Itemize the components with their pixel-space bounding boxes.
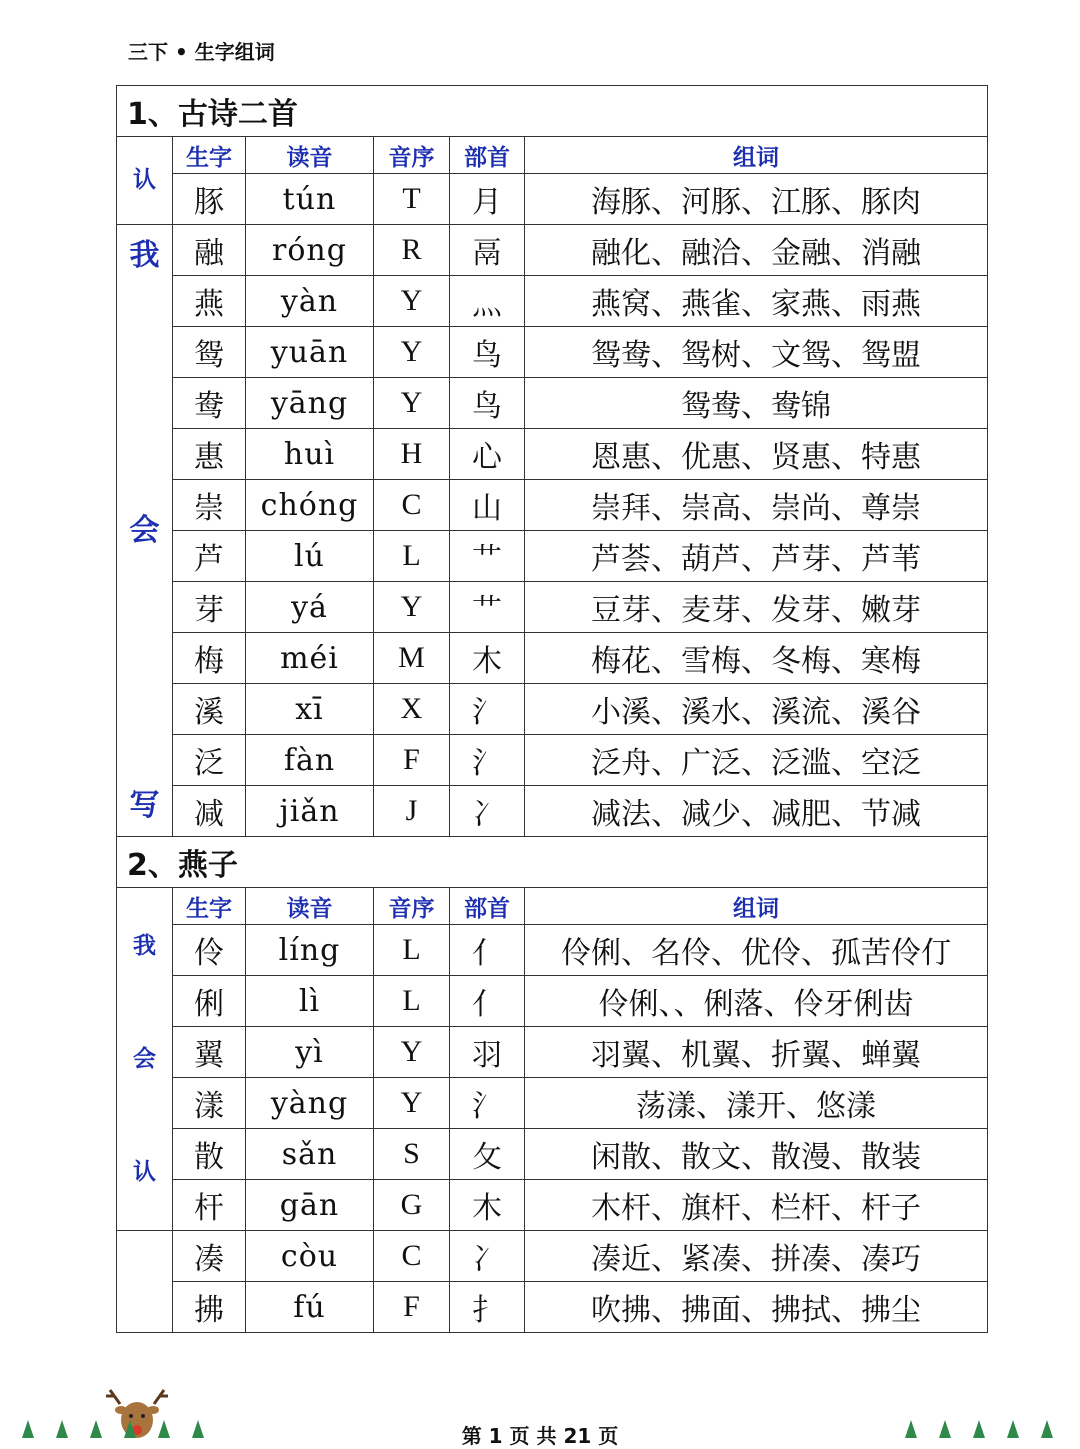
order-cell: H: [374, 429, 450, 480]
words-cell: 泛舟、广泛、泛滥、空泛: [525, 735, 988, 786]
order-cell: F: [374, 735, 450, 786]
radical-cell: 艹: [450, 531, 525, 582]
pinyin-cell: róng: [246, 225, 374, 276]
column-header-char: 生字: [173, 137, 246, 174]
group-label-char: 会: [129, 512, 160, 548]
column-header-row: [117, 888, 988, 925]
order-cell: T: [374, 174, 450, 225]
pinyin-cell: yì: [246, 1027, 374, 1078]
words-cell: 羽翼、机翼、折翼、蝉翼: [525, 1027, 988, 1078]
radical-cell: 鬲: [450, 225, 525, 276]
group-label: [117, 137, 173, 225]
table-row: [117, 1078, 988, 1129]
order-cell: Y: [374, 582, 450, 633]
group-label-char: 认: [133, 1158, 156, 1185]
words-cell: 鸳鸯、鸳树、文鸳、鸳盟: [525, 327, 988, 378]
order-cell: J: [374, 786, 450, 837]
char-cell: 漾: [173, 1078, 246, 1129]
pinyin-cell: lì: [246, 976, 374, 1027]
order-cell: F: [374, 1282, 450, 1333]
radical-cell: 氵: [450, 1078, 525, 1129]
words-cell: 伶俐、、俐落、伶牙俐齿: [525, 976, 988, 1027]
column-header-order: 音序: [374, 137, 450, 174]
pinyin-cell: tún: [246, 174, 374, 225]
radical-cell: 亻: [450, 925, 525, 976]
column-header-words: 组词: [525, 888, 988, 925]
words-cell: 融化、融洽、金融、消融: [525, 225, 988, 276]
char-cell: 杆: [173, 1180, 246, 1231]
words-cell: 鸳鸯、鸯锦: [525, 378, 988, 429]
pinyin-cell: xī: [246, 684, 374, 735]
words-cell: 凑近、紧凑、拼凑、凑巧: [525, 1231, 988, 1282]
pinyin-cell: fàn: [246, 735, 374, 786]
column-header-pinyin: 读音: [246, 888, 374, 925]
order-cell: Y: [374, 1078, 450, 1129]
pinyin-cell: huì: [246, 429, 374, 480]
page-footer: 第 1 页 共 21 页: [461, 1424, 619, 1448]
order-cell: X: [374, 684, 450, 735]
radical-cell: 扌: [450, 1282, 525, 1333]
char-cell: 泛: [173, 735, 246, 786]
order-cell: M: [374, 633, 450, 684]
words-cell: 恩惠、优惠、贤惠、特惠: [525, 429, 988, 480]
pinyin-cell: sǎn: [246, 1129, 374, 1180]
pinyin-cell: yàn: [246, 276, 374, 327]
words-cell: 海豚、河豚、江豚、豚肉: [525, 174, 988, 225]
radical-cell: 艹: [450, 582, 525, 633]
char-cell: 拂: [173, 1282, 246, 1333]
pinyin-cell: yá: [246, 582, 374, 633]
order-cell: G: [374, 1180, 450, 1231]
radical-cell: 山: [450, 480, 525, 531]
column-header-radical: 部首: [450, 137, 525, 174]
words-cell: 木杆、旗杆、栏杆、杆子: [525, 1180, 988, 1231]
pinyin-cell: fú: [246, 1282, 374, 1333]
vocab-table: [116, 85, 988, 1333]
table-row: [117, 378, 988, 429]
char-cell: 豚: [173, 174, 246, 225]
column-header-words: 组词: [525, 137, 988, 174]
table-row: [117, 429, 988, 480]
column-header-radical: 部首: [450, 888, 525, 925]
radical-cell: 冫: [450, 1231, 525, 1282]
words-cell: 梅花、雪梅、冬梅、寒梅: [525, 633, 988, 684]
order-cell: C: [374, 1231, 450, 1282]
table-row: [117, 633, 988, 684]
char-cell: 燕: [173, 276, 246, 327]
radical-cell: 羽: [450, 1027, 525, 1078]
char-cell: 伶: [173, 925, 246, 976]
section-title: 2、燕子: [117, 837, 988, 888]
char-cell: 芦: [173, 531, 246, 582]
group-label-char: 我: [133, 932, 156, 959]
column-header-char: 生字: [173, 888, 246, 925]
radical-cell: 月: [450, 174, 525, 225]
radical-cell: 冫: [450, 786, 525, 837]
order-cell: Y: [374, 1027, 450, 1078]
order-cell: R: [374, 225, 450, 276]
section-title: 1、古诗二首: [117, 86, 988, 137]
radical-cell: 氵: [450, 735, 525, 786]
char-cell: 俐: [173, 976, 246, 1027]
column-header-order: 音序: [374, 888, 450, 925]
radical-cell: 灬: [450, 276, 525, 327]
radical-cell: 鸟: [450, 378, 525, 429]
page-header: 三下 • 生字组词: [128, 40, 275, 64]
pinyin-cell: líng: [246, 925, 374, 976]
order-cell: S: [374, 1129, 450, 1180]
table-row: [117, 1282, 988, 1333]
group-label-char: 写: [129, 787, 160, 823]
order-cell: L: [374, 531, 450, 582]
words-cell: 小溪、溪水、溪流、溪谷: [525, 684, 988, 735]
words-cell: 燕窝、燕雀、家燕、雨燕: [525, 276, 988, 327]
table-row: [117, 735, 988, 786]
char-cell: 芽: [173, 582, 246, 633]
char-cell: 散: [173, 1129, 246, 1180]
pinyin-cell: còu: [246, 1231, 374, 1282]
pinyin-cell: yàng: [246, 1078, 374, 1129]
table-row: [117, 174, 988, 225]
char-cell: 减: [173, 786, 246, 837]
words-cell: 吹拂、拂面、拂拭、拂尘: [525, 1282, 988, 1333]
words-cell: 豆芽、麦芽、发芽、嫩芽: [525, 582, 988, 633]
table-row: [117, 276, 988, 327]
table-row: [117, 684, 988, 735]
section-title-row: [117, 837, 988, 888]
pinyin-cell: yuān: [246, 327, 374, 378]
table-row: [117, 531, 988, 582]
table-row: [117, 786, 988, 837]
table-row: [117, 480, 988, 531]
pinyin-cell: gān: [246, 1180, 374, 1231]
pinyin-cell: lú: [246, 531, 374, 582]
radical-cell: 木: [450, 633, 525, 684]
table-row: [117, 582, 988, 633]
radical-cell: 木: [450, 1180, 525, 1231]
group-label-char: 认: [133, 167, 156, 193]
pinyin-cell: méi: [246, 633, 374, 684]
pinyin-cell: jiǎn: [246, 786, 374, 837]
group-label: [117, 888, 173, 1231]
vocab-table-body: [117, 86, 988, 1333]
words-cell: 芦荟、葫芦、芦芽、芦苇: [525, 531, 988, 582]
table-row: [117, 225, 988, 276]
pinyin-cell: chóng: [246, 480, 374, 531]
words-cell: 荡漾、漾开、悠漾: [525, 1078, 988, 1129]
group-label-char: 会: [133, 1045, 156, 1072]
table-row: [117, 1231, 988, 1282]
char-cell: 翼: [173, 1027, 246, 1078]
table-row: [117, 925, 988, 976]
order-cell: L: [374, 925, 450, 976]
table-row: [117, 327, 988, 378]
order-cell: Y: [374, 276, 450, 327]
radical-cell: 氵: [450, 684, 525, 735]
group-label: [117, 1231, 173, 1333]
group-label: [117, 225, 173, 837]
column-header-row: [117, 137, 988, 174]
section-title-row: [117, 86, 988, 137]
order-cell: C: [374, 480, 450, 531]
words-cell: 崇拜、崇高、崇尚、尊崇: [525, 480, 988, 531]
order-cell: Y: [374, 378, 450, 429]
char-cell: 惠: [173, 429, 246, 480]
char-cell: 崇: [173, 480, 246, 531]
radical-cell: 鸟: [450, 327, 525, 378]
radical-cell: 心: [450, 429, 525, 480]
table-row: [117, 1180, 988, 1231]
group-label-char: 我: [129, 237, 160, 273]
radical-cell: 亻: [450, 976, 525, 1027]
table-row: [117, 1027, 988, 1078]
words-cell: 减法、减少、减肥、节减: [525, 786, 988, 837]
char-cell: 梅: [173, 633, 246, 684]
words-cell: 闲散、散文、散漫、散装: [525, 1129, 988, 1180]
char-cell: 鸯: [173, 378, 246, 429]
order-cell: L: [374, 976, 450, 1027]
char-cell: 溪: [173, 684, 246, 735]
table-row: [117, 1129, 988, 1180]
order-cell: Y: [374, 327, 450, 378]
column-header-pinyin: 读音: [246, 137, 374, 174]
char-cell: 融: [173, 225, 246, 276]
table-row: [117, 976, 988, 1027]
pinyin-cell: yāng: [246, 378, 374, 429]
radical-cell: 攵: [450, 1129, 525, 1180]
char-cell: 鸳: [173, 327, 246, 378]
char-cell: 凑: [173, 1231, 246, 1282]
words-cell: 伶俐、名伶、优伶、孤苦伶仃: [525, 925, 988, 976]
